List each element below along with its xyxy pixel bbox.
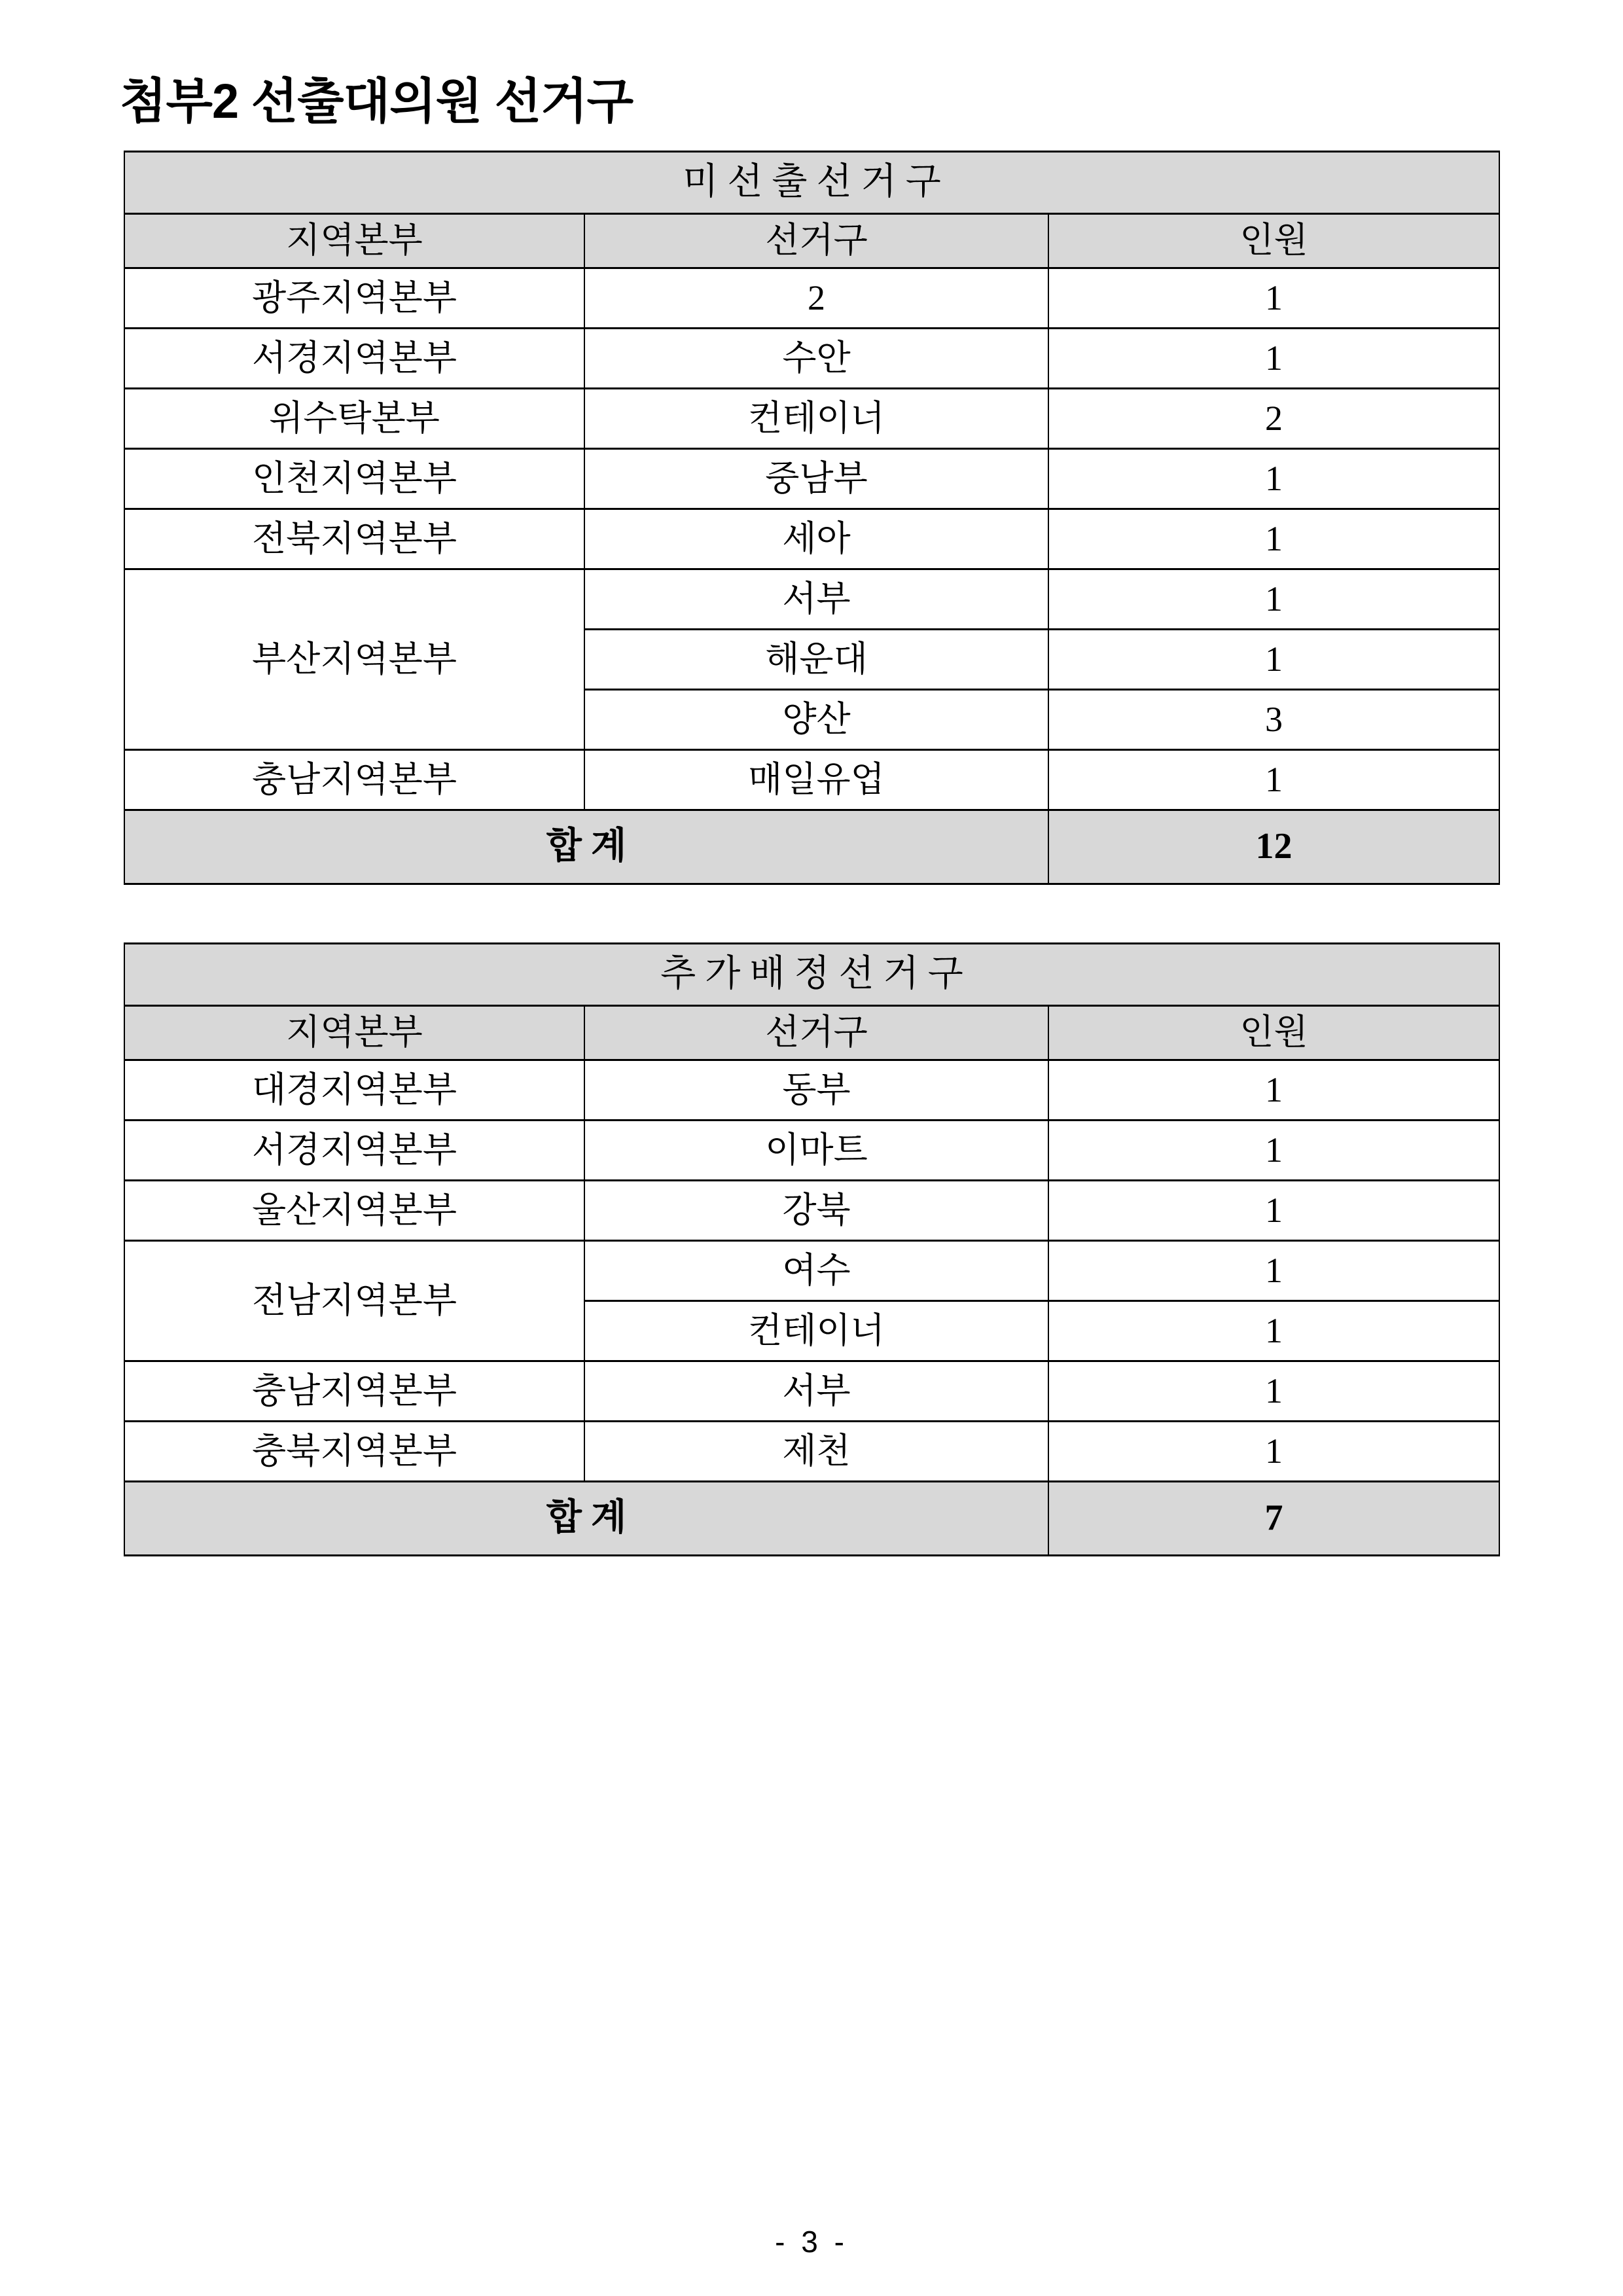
count-cell: 2 [1048,389,1499,449]
table-title-row [124,152,1499,214]
total-row [124,810,1499,884]
count-cell: 1 [1048,329,1499,389]
count-cell: 1 [1048,1241,1499,1301]
count-cell: 1 [1048,630,1499,690]
document-title: 첨부2 선출대의원 선거구 [120,74,633,128]
table-row [124,1060,1499,1121]
column-header-row [124,214,1499,268]
total-label-cell: 합 계 [124,810,1048,884]
table-title-row [124,944,1499,1006]
page-number: - 3 - [775,2225,848,2259]
count-cell: 1 [1048,569,1499,630]
column-header-district: 선거구 [584,214,1048,268]
total-value-cell: 7 [1048,1482,1499,1556]
district-cell: 매일유업 [584,750,1048,810]
table-row [124,1241,1499,1301]
hq-cell: 광주지역본부 [124,268,584,329]
count-cell: 1 [1048,268,1499,329]
count-cell: 1 [1048,750,1499,810]
count-cell: 1 [1048,509,1499,569]
table-row [124,268,1499,329]
district-cell: 양산 [584,690,1048,750]
table-title: 미 선 출 선 거 구 [124,152,1499,214]
column-header-hq: 지역본부 [124,1006,584,1060]
district-cell: 컨테이너 [584,1301,1048,1361]
hq-cell: 충남지역본부 [124,750,584,810]
hq-cell-merged: 전남지역본부 [124,1241,584,1361]
hq-cell: 전북지역본부 [124,509,584,569]
table-row [124,569,1499,630]
district-cell: 중남부 [584,449,1048,509]
district-cell: 강북 [584,1181,1048,1241]
additional-districts-table [124,942,1500,1556]
hq-cell: 충북지역본부 [124,1422,584,1482]
unelected-districts-table [124,151,1500,885]
column-header-district: 선거구 [584,1006,1048,1060]
column-header-count: 인원 [1048,214,1499,268]
district-cell: 서부 [584,569,1048,630]
count-cell: 1 [1048,1301,1499,1361]
column-header-count: 인원 [1048,1006,1499,1060]
total-label-cell: 합 계 [124,1482,1048,1556]
table-row [124,329,1499,389]
district-cell: 해운대 [584,630,1048,690]
table-row [124,389,1499,449]
hq-cell: 울산지역본부 [124,1181,584,1241]
hq-cell: 대경지역본부 [124,1060,584,1121]
district-cell: 수안 [584,329,1048,389]
district-cell: 세아 [584,509,1048,569]
total-row [124,1482,1499,1556]
table-row [124,1181,1499,1241]
district-cell: 이마트 [584,1121,1048,1181]
hq-cell: 충남지역본부 [124,1361,584,1422]
count-cell: 1 [1048,449,1499,509]
count-cell: 1 [1048,1181,1499,1241]
count-cell: 1 [1048,1361,1499,1422]
column-header-hq: 지역본부 [124,214,584,268]
district-cell: 제천 [584,1422,1048,1482]
hq-cell: 서경지역본부 [124,329,584,389]
table-row [124,1361,1499,1422]
district-cell: 컨테이너 [584,389,1048,449]
count-cell: 3 [1048,690,1499,750]
district-cell: 여수 [584,1241,1048,1301]
table-row [124,509,1499,569]
district-cell: 서부 [584,1361,1048,1422]
count-cell: 1 [1048,1121,1499,1181]
table-row [124,750,1499,810]
column-header-row [124,1006,1499,1060]
hq-cell: 위수탁본부 [124,389,584,449]
table-row [124,1422,1499,1482]
count-cell: 1 [1048,1422,1499,1482]
district-cell: 2 [584,268,1048,329]
count-cell: 1 [1048,1060,1499,1121]
table-row [124,1121,1499,1181]
total-value-cell: 12 [1048,810,1499,884]
table-title: 추 가 배 정 선 거 구 [124,944,1499,1006]
district-cell: 동부 [584,1060,1048,1121]
hq-cell: 인천지역본부 [124,449,584,509]
table-row [124,449,1499,509]
hq-cell-merged: 부산지역본부 [124,569,584,750]
hq-cell: 서경지역본부 [124,1121,584,1181]
